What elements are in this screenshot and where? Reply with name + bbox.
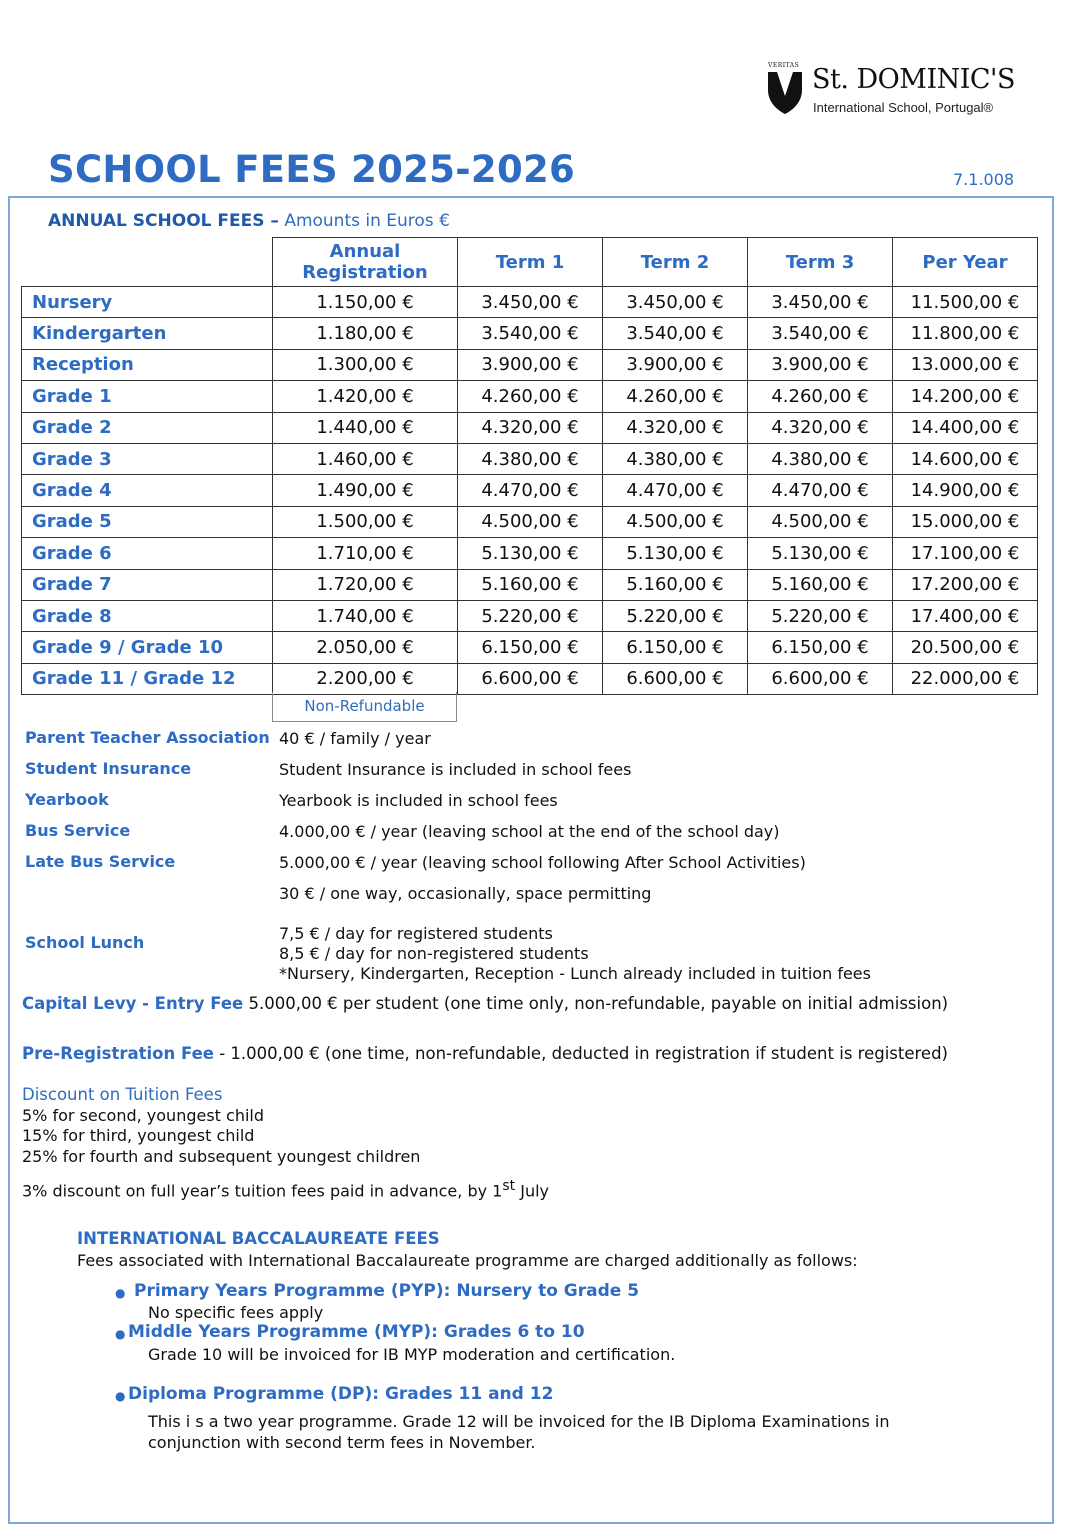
grade-cell: Kindergarten [22, 318, 273, 349]
document-number: 7.1.008 [953, 170, 1015, 189]
table-row [22, 538, 1038, 569]
bullet-icon: ● [115, 1286, 126, 1300]
column-header: Term 2 [603, 238, 748, 287]
grade-cell: Grade 1 [22, 381, 273, 412]
fee-cell: 1.490,00 € [273, 475, 458, 506]
bus-label: Bus Service [25, 821, 131, 840]
fee-cell: 3.450,00 € [458, 287, 603, 318]
fee-cell: 5.130,00 € [458, 538, 603, 569]
fee-cell: 11.800,00 € [893, 318, 1038, 349]
capital-levy-label: Capital Levy - Entry Fee [22, 994, 244, 1013]
school-logo [766, 62, 1026, 122]
lunch-details [279, 924, 871, 984]
fees-table-body [22, 287, 1038, 695]
fee-cell: 4.500,00 € [603, 506, 748, 537]
fee-cell: 1.460,00 € [273, 443, 458, 474]
late-bus-label: Late Bus Service [25, 852, 176, 871]
fee-cell: 5.130,00 € [603, 538, 748, 569]
fee-cell: 11.500,00 € [893, 287, 1038, 318]
fee-cell: 14.600,00 € [893, 443, 1038, 474]
advance-end: July [515, 1181, 549, 1201]
fees-heading [48, 211, 450, 231]
column-header: Term 1 [458, 238, 603, 287]
ib-title: INTERNATIONAL BACCALAUREATE FEES [77, 1229, 440, 1248]
fee-cell: 3.450,00 € [603, 287, 748, 318]
fee-cell: 4.260,00 € [458, 381, 603, 412]
table-row [22, 632, 1038, 663]
discount-line: 15% for third, youngest child [22, 1126, 255, 1145]
pre-registration-label: Pre-Registration Fee [22, 1044, 214, 1063]
bullet-icon: ● [115, 1327, 126, 1341]
grade-cell: Grade 9 / Grade 10 [22, 632, 273, 663]
lunch-line: 8,5 € / day for non-registered students [279, 944, 589, 963]
yearbook-label: Yearbook [25, 790, 109, 809]
advance-text: 3% discount on full year’s tuition fees paid in advance, by 1 [22, 1181, 503, 1201]
fee-cell: 1.440,00 € [273, 412, 458, 443]
fees-heading-bold: ANNUAL SCHOOL FEES – [48, 211, 279, 231]
table-row [22, 663, 1038, 694]
grade-cell: Grade 8 [22, 600, 273, 631]
programme-title: Middle Years Programme (MYP): Grades 6 to 10 [128, 1322, 585, 1342]
shield-icon [766, 70, 804, 116]
fee-cell: 17.400,00 € [893, 600, 1038, 631]
column-header: Per Year [893, 238, 1038, 287]
fee-cell: 22.000,00 € [893, 663, 1038, 694]
fees-heading-currency: Amounts in Euros € [284, 211, 450, 231]
fee-cell: 4.260,00 € [748, 381, 893, 412]
fee-cell: 4.320,00 € [603, 412, 748, 443]
table-row [22, 287, 1038, 318]
fee-cell: 15.000,00 € [893, 506, 1038, 537]
fee-cell: 5.130,00 € [748, 538, 893, 569]
non-refundable-note: Non-Refundable [272, 692, 457, 722]
programme-text [148, 1411, 889, 1453]
fee-cell: 3.540,00 € [603, 318, 748, 349]
fee-cell: 1.180,00 € [273, 318, 458, 349]
fee-cell: 4.320,00 € [748, 412, 893, 443]
bus-value: 4.000,00 € / year (leaving school at the end of the school day) [279, 822, 780, 841]
table-row [22, 381, 1038, 412]
fee-cell: 1.710,00 € [273, 538, 458, 569]
fee-cell: 6.600,00 € [603, 663, 748, 694]
fee-cell: 5.220,00 € [748, 600, 893, 631]
grade-cell: Nursery [22, 287, 273, 318]
grade-cell: Reception [22, 349, 273, 380]
fee-cell: 14.200,00 € [893, 381, 1038, 412]
lunch-label: School Lunch [25, 933, 145, 952]
fee-cell: 2.200,00 € [273, 663, 458, 694]
fee-cell: 4.260,00 € [603, 381, 748, 412]
column-header: Annual Registration [273, 238, 458, 287]
grade-cell: Grade 5 [22, 506, 273, 537]
table-row [22, 506, 1038, 537]
lunch-line: 7,5 € / day for registered students [279, 924, 553, 943]
advance-payment-discount [22, 1178, 549, 1200]
fees-table [21, 237, 1038, 695]
table-row [22, 443, 1038, 474]
fee-cell: 14.400,00 € [893, 412, 1038, 443]
fee-cell: 5.160,00 € [748, 569, 893, 600]
programme-title: Primary Years Programme (PYP): Nursery to Grade 5 [134, 1281, 640, 1301]
fee-cell: 13.000,00 € [893, 349, 1038, 380]
pta-label: Parent Teacher Association [25, 728, 270, 747]
fee-cell: 6.600,00 € [458, 663, 603, 694]
capital-levy [22, 994, 948, 1013]
table-row [22, 600, 1038, 631]
grade-cell: Grade 4 [22, 475, 273, 506]
fee-cell: 4.380,00 € [458, 443, 603, 474]
fee-cell: 3.540,00 € [748, 318, 893, 349]
table-header-blank [22, 238, 273, 287]
fee-cell: 6.150,00 € [458, 632, 603, 663]
fee-cell: 5.220,00 € [603, 600, 748, 631]
fee-cell: 6.150,00 € [748, 632, 893, 663]
grade-cell: Grade 7 [22, 569, 273, 600]
discount-section [22, 1085, 420, 1167]
fee-cell: 6.150,00 € [603, 632, 748, 663]
pre-registration-text: - 1.000,00 € (one time, non-refundable, deducted in registration if student is registered) [213, 1044, 948, 1063]
page-title: SCHOOL FEES 2025-2026 [48, 148, 576, 191]
capital-levy-text: 5.000,00 € per student (one time only, non-refundable, payable on initial admission) [243, 994, 949, 1013]
programme-text: No specific fees apply [148, 1303, 324, 1322]
logo-name: St. DOMINIC'S [812, 64, 1015, 95]
pta-value: 40 € / family / year [279, 729, 431, 748]
logo-subtitle: International School, Portugal® [813, 100, 994, 115]
logo-motto: VERITAS [768, 62, 800, 69]
ib-intro: Fees associated with International Baccalaureate programme are charged additionally as follows: [77, 1251, 858, 1270]
table-row [22, 475, 1038, 506]
fee-cell: 1.720,00 € [273, 569, 458, 600]
fee-cell: 5.160,00 € [603, 569, 748, 600]
fee-cell: 17.200,00 € [893, 569, 1038, 600]
fee-cell: 14.900,00 € [893, 475, 1038, 506]
fee-cell: 3.900,00 € [748, 349, 893, 380]
table-row [22, 569, 1038, 600]
lunch-line: *Nursery, Kindergarten, Reception - Lunch already included in tuition fees [279, 964, 871, 983]
discount-line: 25% for fourth and subsequent youngest children [22, 1146, 421, 1166]
fee-cell: 20.500,00 € [893, 632, 1038, 663]
fee-cell: 4.380,00 € [748, 443, 893, 474]
grade-cell: Grade 11 / Grade 12 [22, 663, 273, 694]
fee-cell: 4.320,00 € [458, 412, 603, 443]
grade-cell: Grade 2 [22, 412, 273, 443]
fee-cell: 4.470,00 € [603, 475, 748, 506]
fee-cell: 3.540,00 € [458, 318, 603, 349]
fee-cell: 6.600,00 € [748, 663, 893, 694]
advance-sup: st [502, 1178, 516, 1194]
programme-text: Grade 10 will be invoiced for IB MYP moderation and certification. [148, 1345, 676, 1364]
pre-registration [22, 1044, 948, 1063]
table-row [22, 318, 1038, 349]
fee-cell: 4.500,00 € [458, 506, 603, 537]
fee-cell: 3.900,00 € [603, 349, 748, 380]
table-row [22, 412, 1038, 443]
programme-title: Diploma Programme (DP): Grades 11 and 12 [128, 1384, 554, 1404]
insurance-label: Student Insurance [25, 759, 192, 778]
fee-cell: 3.450,00 € [748, 287, 893, 318]
fee-cell: 4.500,00 € [748, 506, 893, 537]
fee-cell: 1.420,00 € [273, 381, 458, 412]
occasional-bus-value: 30 € / one way, occasionally, space permitting [279, 884, 652, 903]
fee-cell: 1.740,00 € [273, 600, 458, 631]
grade-cell: Grade 6 [22, 538, 273, 569]
discount-line: 5% for second, youngest child [22, 1105, 265, 1125]
programme-text-line: This i s a two year programme. Grade 12 will be invoiced for the IB Diploma Examinations in [148, 1412, 890, 1431]
yearbook-value: Yearbook is included in school fees [279, 791, 558, 810]
programme-text-line: conjunction with second term fees in November. [148, 1433, 536, 1452]
fee-cell: 17.100,00 € [893, 538, 1038, 569]
insurance-value: Student Insurance is included in school fees [279, 760, 632, 779]
table-header-row [22, 238, 1038, 287]
fee-cell: 1.500,00 € [273, 506, 458, 537]
fee-cell: 3.900,00 € [458, 349, 603, 380]
fee-cell: 5.160,00 € [458, 569, 603, 600]
column-header: Term 3 [748, 238, 893, 287]
fee-cell: 2.050,00 € [273, 632, 458, 663]
grade-cell: Grade 3 [22, 443, 273, 474]
late-bus-value: 5.000,00 € / year (leaving school following After School Activities) [279, 853, 806, 872]
fee-cell: 5.220,00 € [458, 600, 603, 631]
discount-title: Discount on Tuition Fees [22, 1085, 223, 1104]
fee-cell: 4.470,00 € [458, 475, 603, 506]
fee-cell: 4.470,00 € [748, 475, 893, 506]
bullet-icon: ● [115, 1389, 126, 1403]
fee-cell: 4.380,00 € [603, 443, 748, 474]
fee-cell: 1.300,00 € [273, 349, 458, 380]
table-row [22, 349, 1038, 380]
fee-cell: 1.150,00 € [273, 287, 458, 318]
